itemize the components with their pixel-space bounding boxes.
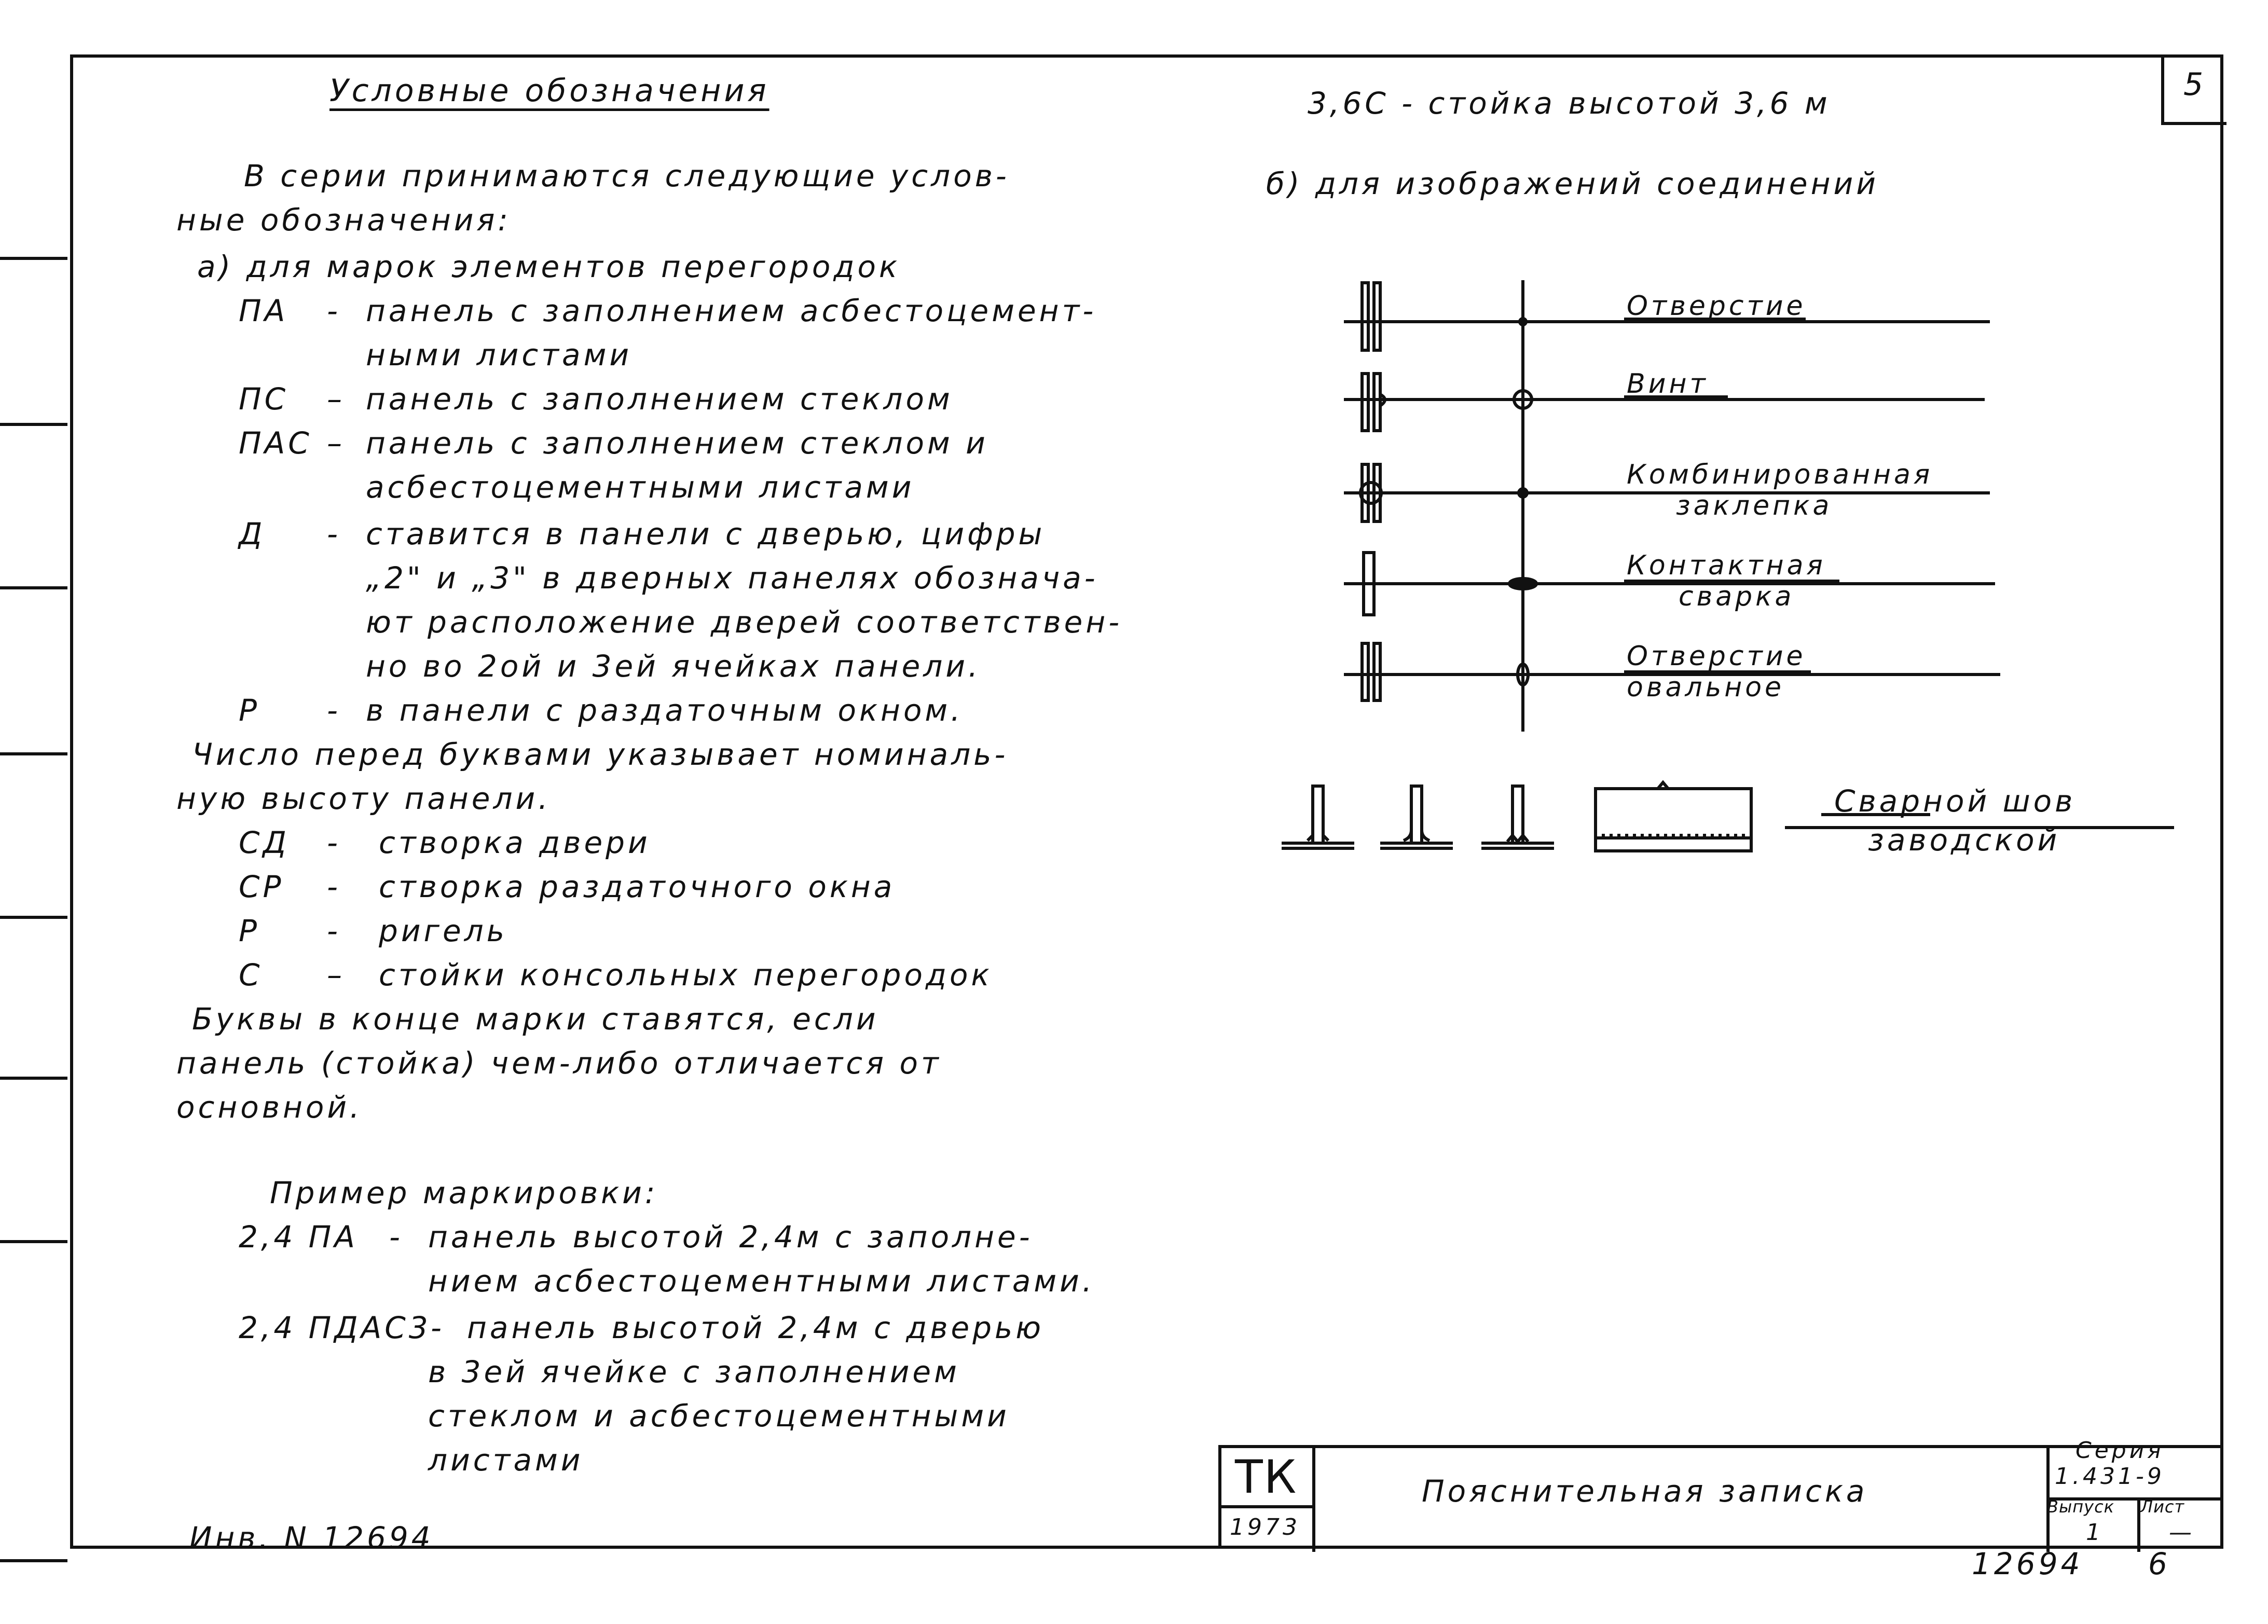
number-note: Число перед буквами указывает номиналь- <box>192 737 1009 772</box>
entry-code: С <box>239 957 263 993</box>
example-text: в 3ей ячейке с заполнением <box>428 1354 960 1389</box>
contact-weld-symbol <box>1509 579 1536 589</box>
entry-text: „2" и „3" в дверных панелях обознача- <box>366 560 1098 596</box>
rivet-dot <box>1519 489 1527 497</box>
sheet-number: 5 <box>2183 66 2207 103</box>
entry-text: асбестоцементными листами <box>366 470 915 505</box>
entry-text: панель с заполнением стеклом <box>366 381 953 417</box>
drawing-number: 12694 <box>1972 1546 2083 1581</box>
issue-value: 1 <box>2086 1519 2104 1546</box>
entry-code: СР <box>239 869 284 904</box>
sheet-label: Лист <box>2140 1497 2185 1517</box>
joint-label: Винт <box>1627 368 1709 400</box>
stoika-note: 3,6С - стойка высотой 3,6 м <box>1308 86 1831 121</box>
entry-text: ставится в панели с дверью, цифры <box>366 516 1046 552</box>
entry-text: панель с заполнением асбестоцемент- <box>366 293 1097 328</box>
weld-panel-section <box>1596 782 1751 851</box>
entry-code: Д <box>239 516 266 552</box>
entry-dash: - <box>327 516 341 552</box>
doc-title: Пояснительная записка <box>1422 1474 1868 1509</box>
entry-text: панель с заполнением стеклом и <box>366 425 988 461</box>
entry-text: створка раздаточного окна <box>379 869 896 904</box>
example-text: стеклом и асбестоцементными <box>428 1398 1010 1434</box>
page-number: 6 <box>2148 1546 2170 1581</box>
example-text: панель высотой 2,4м с дверью <box>467 1310 1044 1345</box>
profile-symbol <box>1374 643 1380 700</box>
legend-title: Условные обозначения <box>329 73 769 109</box>
letters-note: панель (стойка) чем-либо отличается от <box>176 1045 942 1081</box>
intro-line: В серии принимаются следующие услов- <box>244 158 1010 194</box>
number-note: ную высоту панели. <box>176 781 551 816</box>
example-code: 2,4 ПДАС3 <box>239 1310 431 1345</box>
entry-text: ными листами <box>366 337 633 373</box>
profile-symbol <box>1362 374 1368 431</box>
entry-text: ют расположение дверей соответствен- <box>366 604 1123 640</box>
joint-label-2: сварка <box>1679 581 1795 612</box>
series-label: Серия <box>2075 1437 2164 1464</box>
year: 1973 <box>1230 1514 1300 1540</box>
sheet-value: — <box>2169 1519 2195 1546</box>
entry-text: но во 2ой и 3ей ячейках панели. <box>366 649 981 684</box>
joint-label-2: овальное <box>1627 672 1785 703</box>
joint-label-2: заклепка <box>1676 490 1833 521</box>
weld-t-section <box>1282 786 1354 848</box>
example-code: 2,4 ПА <box>239 1219 358 1255</box>
entry-text: в панели с раздаточным окном. <box>366 693 964 728</box>
inventory-number: Инв. N 12694 <box>189 1520 434 1556</box>
joint-label: Отверстие <box>1627 641 1806 672</box>
weld-t-section <box>1380 786 1453 848</box>
letters-note: основной. <box>176 1090 363 1125</box>
entry-dash: - <box>327 693 341 728</box>
entry-code: СД <box>239 825 290 860</box>
example-title: Пример маркировки: <box>270 1175 658 1210</box>
org-mark: ТК <box>1235 1450 1298 1504</box>
entry-code: ПА <box>239 293 288 328</box>
entry-dash: - <box>327 913 341 948</box>
series-value: 1.431-9 <box>2055 1463 2165 1490</box>
example-text: листами <box>428 1442 584 1478</box>
profile-symbol <box>1374 283 1380 350</box>
entry-code: ПАС <box>239 425 312 461</box>
weld-label: Сварной шов <box>1834 783 2076 819</box>
entry-text: створка двери <box>379 825 651 860</box>
section-a-heading: а) для марок элементов перегородок <box>197 249 900 284</box>
entry-dash: - <box>327 869 341 904</box>
entry-code: ПС <box>239 381 289 417</box>
entry-dash: - <box>327 825 341 860</box>
entry-text: стойки консольных перегородок <box>379 957 993 993</box>
entry-dash: - <box>327 293 341 328</box>
weld-label-2: заводской <box>1868 822 2060 858</box>
joint-label: Контактная <box>1627 550 1826 581</box>
example-text: нием асбестоцементными листами. <box>428 1263 1095 1299</box>
entry-dash: – <box>327 425 345 461</box>
entry-code: Р <box>239 913 260 948</box>
section-b-heading: б) для изображений соединений <box>1266 166 1879 201</box>
letters-note: Буквы в конце марки ставятся, если <box>192 1001 879 1037</box>
example-dash: - <box>389 1219 403 1255</box>
example-text: панель высотой 2,4м с заполне- <box>428 1219 1033 1255</box>
entry-text: ригель <box>379 913 507 948</box>
intro-line: ные обозначения: <box>176 202 511 238</box>
hole-dot <box>1520 319 1526 325</box>
issue-label: Выпуск <box>2047 1497 2114 1517</box>
profile-symbol <box>1362 283 1368 350</box>
profile-symbol <box>1362 643 1368 700</box>
joint-label: Комбинированная <box>1627 459 1933 490</box>
joint-label: Отверстие <box>1627 291 1806 322</box>
profile-symbol <box>1374 374 1380 431</box>
entry-dash: – <box>327 381 345 417</box>
example-dash: - <box>431 1310 445 1345</box>
weld-t-section <box>1481 786 1554 848</box>
entry-dash: – <box>327 957 345 993</box>
entry-code: Р <box>239 693 260 728</box>
